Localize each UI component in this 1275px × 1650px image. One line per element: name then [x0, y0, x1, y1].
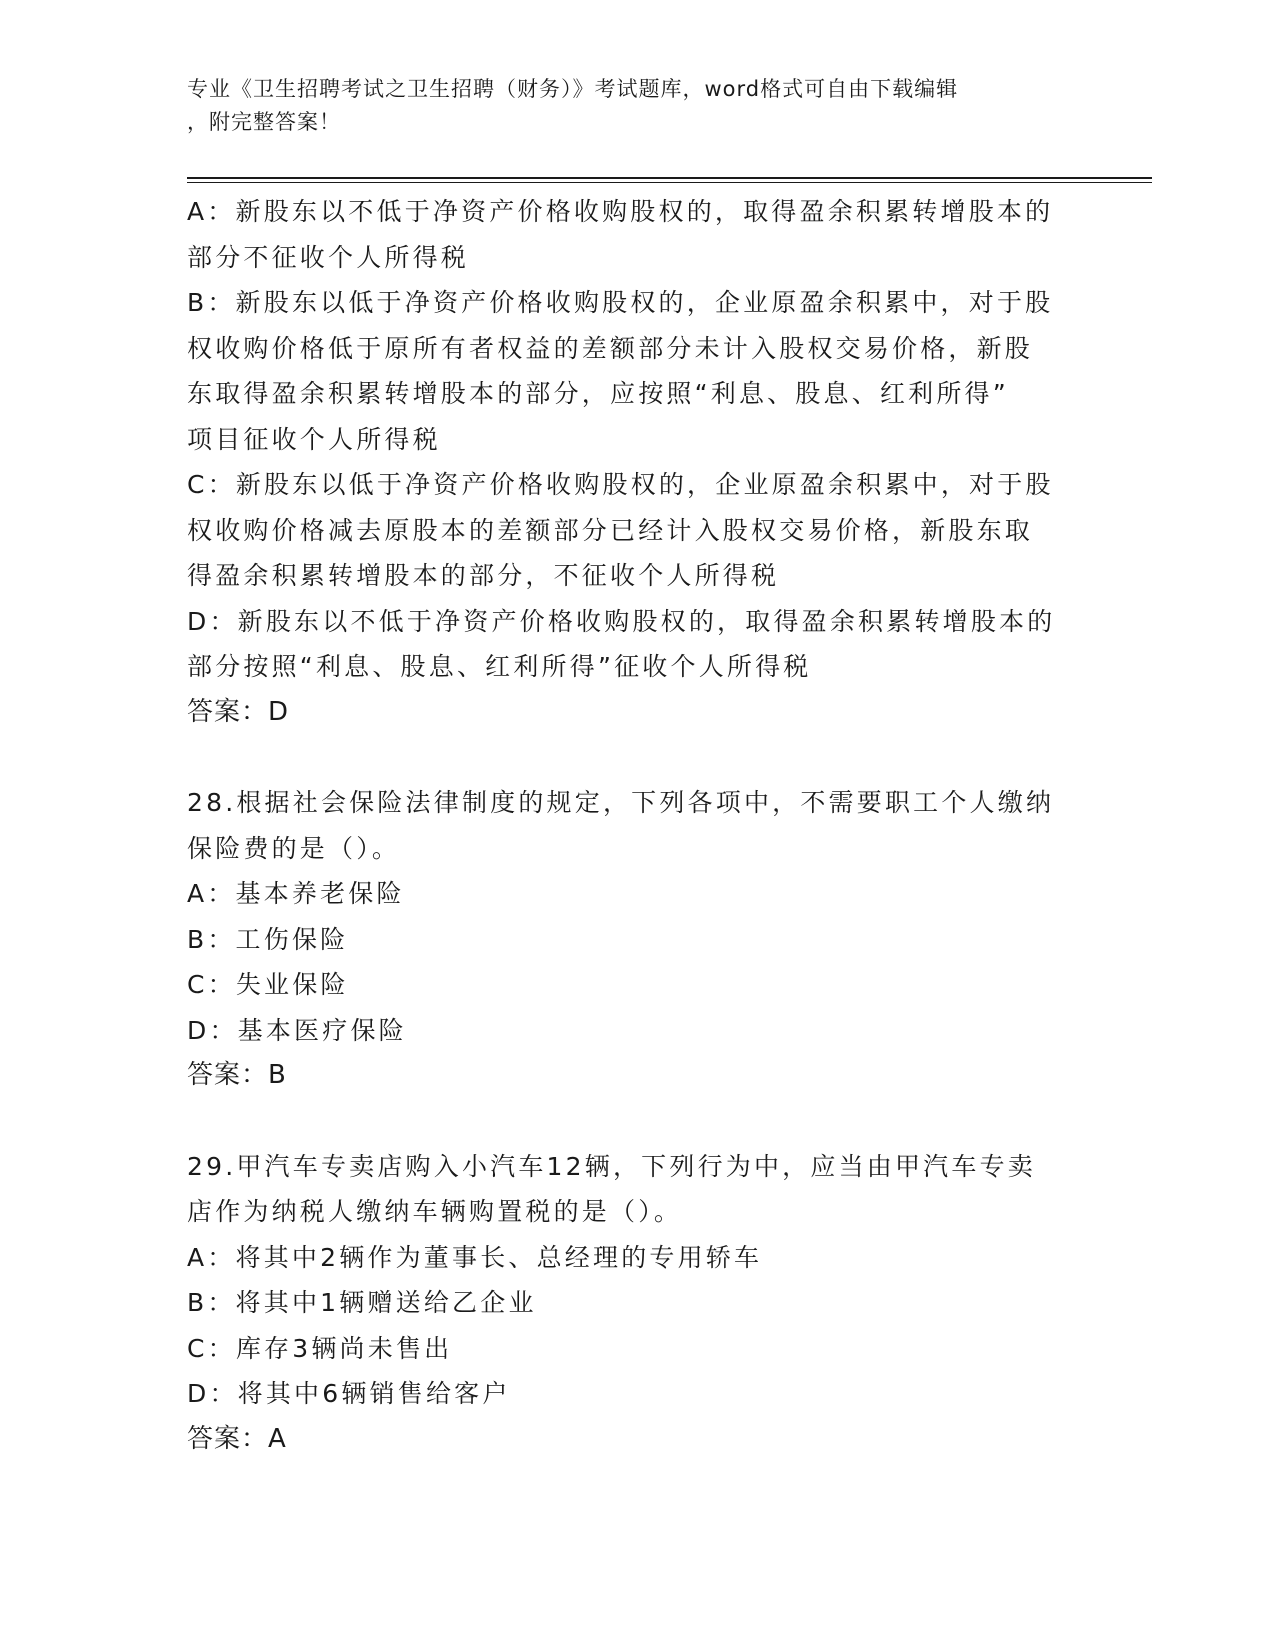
option-c: C：失业保险 [187, 970, 349, 999]
answer: 答案：A [187, 1423, 287, 1454]
question-list [187, 189, 1082, 1462]
option-a: A：基本养老保险 [187, 879, 405, 908]
option-d: D：将其中6辆销售给客户 [187, 1379, 511, 1408]
header-rule-thin [187, 182, 1152, 183]
answer: 答案：D [187, 696, 290, 727]
header-rule [187, 177, 1152, 179]
option-c: C：新股东以低于净资产价格收购股权的，企业原盈余积累中，对于股 权收购价格减去原股本的差额部分已经计入股权交易价格，新股东取 得盈余积累转增股本的部分，不征收个人所得税 [187, 470, 1054, 590]
header-line: 专业《卫生招聘考试之卫生招聘（财务）》考试题库，word格式可自由下载编辑 [187, 77, 959, 101]
question-text: 28.根据社会保险法律制度的规定，下列各项中，不需要职工个人缴纳 保险费的是（）。 [187, 788, 1055, 863]
option-b: B：新股东以低于净资产价格收购股权的，企业原盈余积累中，对于股 权收购价格低于原所有者权益的差额部分未计入股权交易价格，新股 东取得盈余积累转增股本的部分，应按照“利息、股息、红利所得” 项目征收个人所得税 [187, 288, 1054, 454]
question-29 [187, 1144, 1082, 1463]
spacer [187, 1099, 1082, 1144]
header-line: ，附完整答案！ [187, 110, 341, 134]
page-header [187, 73, 1067, 139]
option-a: A：新股东以不低于净资产价格收购股权的，取得盈余积累转增股本的 部分不征收个人所得税 [187, 197, 1054, 272]
option-a: A：将其中2辆作为董事长、总经理的专用轿车 [187, 1242, 763, 1272]
spacer [187, 735, 1082, 780]
option-d: D：基本医疗保险 [187, 1015, 407, 1045]
question-27 [187, 189, 1082, 735]
option-c: C：库存3辆尚未售出 [187, 1333, 453, 1363]
question-28 [187, 780, 1082, 1099]
option-d: D：新股东以不低于净资产价格收购股权的，取得盈余积累转增股本的 部分按照“利息、股息、红利所得”征收个人所得税 [187, 606, 1056, 681]
question-text: 29.甲汽车专卖店购入小汽车12辆，下列行为中，应当由甲汽车专卖 店作为纳税人缴纳车辆购置税的是（）。 [187, 1151, 1036, 1226]
option-b: B：将其中1辆赠送给乙企业 [187, 1288, 537, 1317]
answer: 答案：B [187, 1060, 287, 1090]
option-b: B：工伤保险 [187, 924, 349, 954]
